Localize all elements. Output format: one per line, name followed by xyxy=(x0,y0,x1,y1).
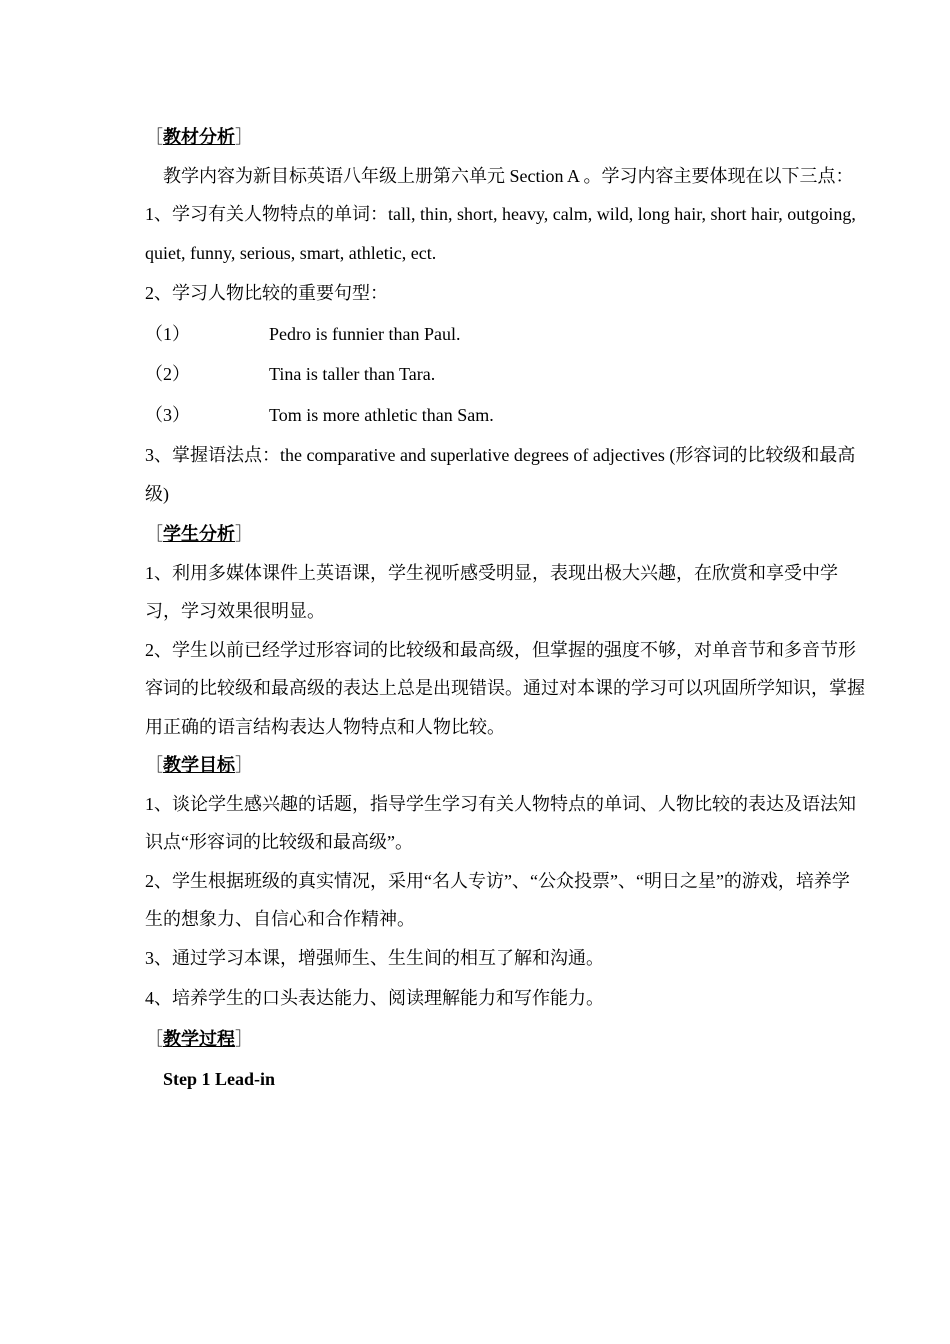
heading-student-analysis: ［学生分析］ xyxy=(145,524,253,544)
students-point-1: 1、利用多媒体课件上英语课，学生视听感受明显，表现出极大兴趣，在欣赏和享受中学习，学习效果很明显。 xyxy=(145,562,838,621)
analysis-point-2: 2、学习人物比较的重要句型： xyxy=(145,283,388,303)
heading-textbook-analysis: ［教材分析］ xyxy=(145,127,253,147)
analysis-point-3: 3、掌握语法点：the comparative and superlative degrees of adjectives (形容词的比较级和最高级) xyxy=(145,445,856,504)
document-page xyxy=(145,118,865,1099)
example-sentence-3: （3） Tom is more athletic than Sam. xyxy=(145,404,494,425)
heading-teaching-process: ［教学过程］ xyxy=(145,1028,253,1049)
students-point-2: 2、学生以前已经学过形容词的比较级和最高级，但掌握的强度不够，对单音节和多音节形容词的比较级和最高级的表达上总是出现错误。通过对本课的学习可以巩固所学知识，掌握用正确的语言结构表达人物特点和人物比较。 xyxy=(145,639,865,737)
goals-point-4: 4、培养学生的口头表达能力、阅读理解能力和写作能力。 xyxy=(145,988,604,1008)
step-1-lead-in: Step 1 Lead-in xyxy=(163,1069,276,1089)
analysis-point-1: 1、学习有关人物特点的单词：tall, thin, short, heavy, calm, wild, long hair, short hair, outgoing, quiet, funny, serious, smart, athletic, ect. xyxy=(145,204,856,263)
example-sentence-1: （1） Pedro is funnier than Paul. xyxy=(145,323,461,344)
goals-point-2: 2、学生根据班级的真实情况，采用“名人专访”、“公众投票”、“明日之星”的游戏，培养学生的想象力、自信心和合作精神。 xyxy=(145,870,850,929)
example-sentence-2: （2） Tina is taller than Tara. xyxy=(145,364,436,384)
goals-point-1: 1、谈论学生感兴趣的话题，指导学生学习有关人物特点的单词、人物比较的表达及语法知识点“形容词的比较级和最高级”。 xyxy=(145,793,856,852)
heading-teaching-goals: ［教学目标］ xyxy=(145,755,253,775)
goals-point-3: 3、通过学习本课，增强师生、生生间的相互了解和沟通。 xyxy=(145,947,604,968)
analysis-intro: 教学内容为新目标英语八年级上册第六单元 Section A 。学习内容主要体现在以下三点： xyxy=(163,165,854,186)
